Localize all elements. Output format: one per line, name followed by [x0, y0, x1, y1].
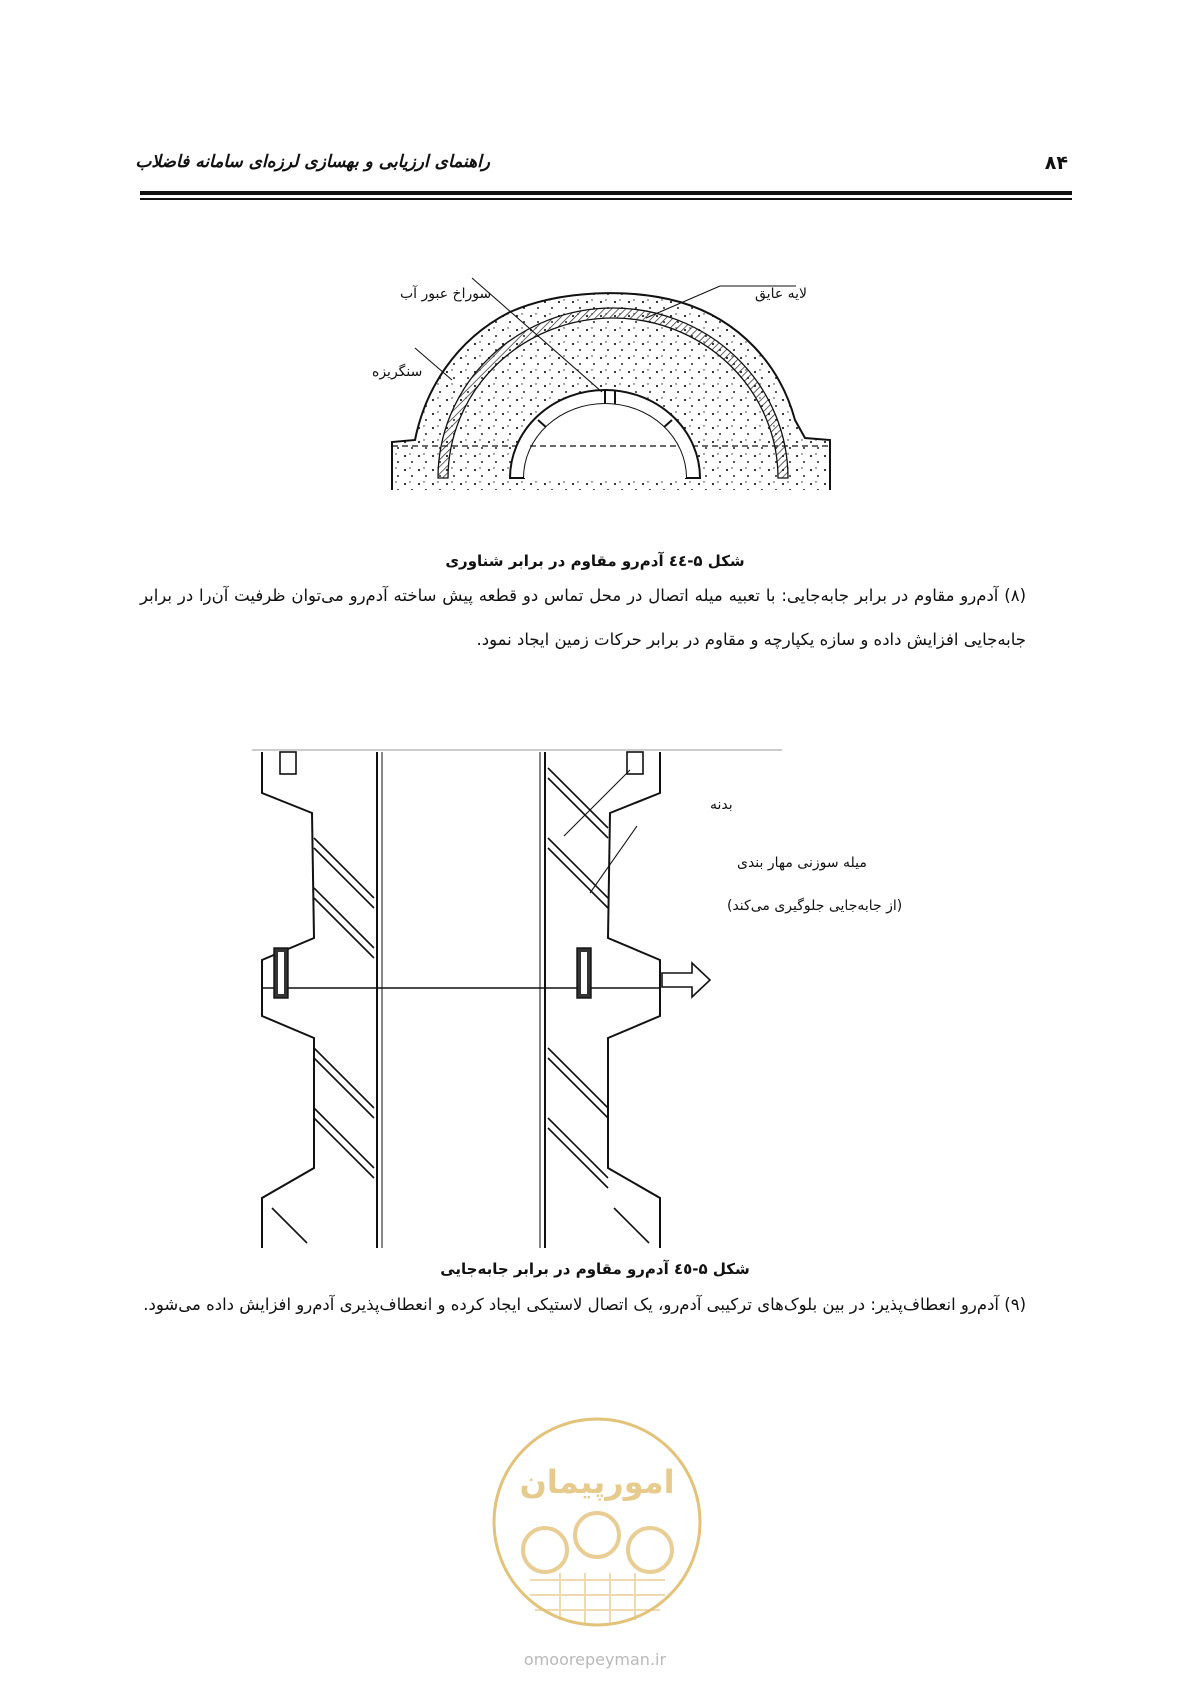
label-gravel: سنگریزه [372, 364, 423, 380]
paragraph-8: (۸) آدم‌رو مقاوم در برابر جابه‌جایی: با تعبیه میله اتصال در محل تماس دو قطعه پیش ساخته آدم‌رو می‌توان ظرفیت آن‌را در برابر جابه‌جایی افزایش داده و سازه یکپارچه و مقاوم در برابر حرکات زمین ایجاد نمود. [140, 586, 1026, 649]
page-number: ۸۴ [1044, 152, 1068, 174]
label-insulation-layer: لایه عایق [755, 286, 808, 302]
label-water-hole: سوراخ عبور آب [400, 286, 492, 302]
label-anchor-rod-note: (از جابه‌جایی جلوگیری می‌کند) [727, 898, 903, 914]
watermark-url: omoorepeyman.ir [523, 1650, 667, 1669]
watermark-logo [490, 1415, 705, 1630]
figure-44-caption: شکل ۵-٤٤ آدم‌رو مقاوم در برابر شناوری [445, 552, 745, 570]
label-body: بدنه [710, 797, 733, 813]
header-rule-thin [140, 198, 1072, 200]
svg-text:امورپیمان: امورپیمان [519, 1463, 675, 1501]
figure-44-drawing [360, 270, 840, 500]
figure-45-drawing [252, 748, 792, 1258]
label-anchor-rod: میله سوزنی مهار بندی [737, 855, 867, 871]
figure-45-caption: شکل ۵-٤٥ آدم‌رو مقاوم در برابر جابه‌جایی [440, 1260, 750, 1278]
running-header-title: راهنمای ارزیابی و بهسازی لرزه‌ای سامانه فاضلاب [135, 152, 490, 172]
paragraph-9: (۹) آدم‌رو انعطاف‌پذیر: در بین بلوک‌های ترکیبی آدم‌رو، یک اتصال لاستیکی ایجاد کرده و انعطاف‌پذیری آدم‌رو افزایش داده می‌شود. [143, 1295, 1026, 1314]
header-rule-thick [140, 191, 1072, 195]
